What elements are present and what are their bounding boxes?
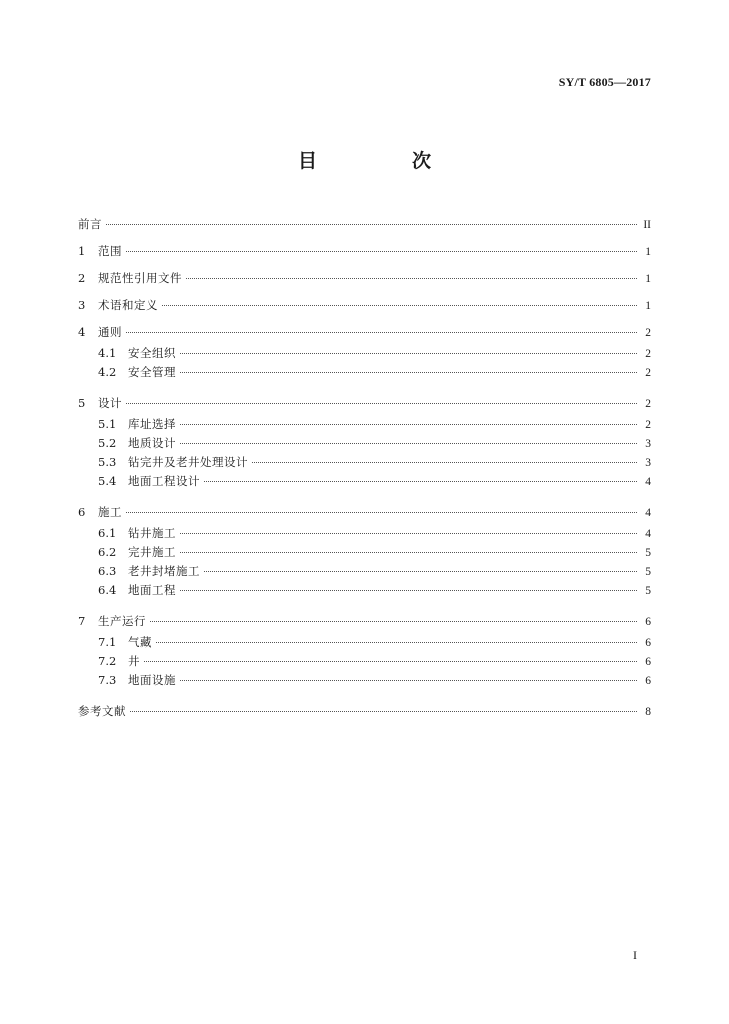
toc-entry-page: 2 [645, 348, 651, 360]
toc-entry-page: 4 [645, 507, 651, 519]
toc-spacer [78, 600, 651, 606]
toc-entry-label: 术语和定义 [98, 298, 158, 312]
toc-entry-number: 5.3 [98, 455, 117, 469]
toc-entry-page: 5 [645, 566, 651, 578]
toc-leader-dots [180, 353, 637, 354]
toc-entry-label: 钻完井及老井处理设计 [128, 455, 248, 469]
toc-leader-dots [204, 481, 637, 482]
toc-entry-page: 5 [645, 547, 651, 559]
table-of-contents [78, 213, 651, 723]
toc-entry-page: 2 [645, 367, 651, 379]
toc-leader-dots [126, 512, 637, 513]
toc-entry[interactable] [78, 501, 651, 524]
toc-entry-page: 1 [645, 246, 651, 258]
toc-entry-page: 2 [645, 327, 651, 339]
toc-entry[interactable] [78, 321, 651, 344]
toc-entry-label: 前言 [78, 217, 102, 231]
toc-leader-dots [180, 443, 637, 444]
toc-entry[interactable] [78, 700, 651, 723]
toc-leader-dots [252, 462, 637, 463]
toc-leader-dots [126, 332, 637, 333]
toc-entry[interactable] [78, 240, 651, 263]
toc-leader-dots [180, 590, 637, 591]
toc-leader-dots [204, 571, 637, 572]
toc-entry-label: 钻井施工 [128, 526, 176, 540]
toc-subentry[interactable] [78, 415, 651, 434]
toc-entry[interactable] [78, 392, 651, 415]
toc-entry-number: 6.2 [98, 545, 117, 559]
toc-leader-dots [180, 552, 637, 553]
toc-entry-page: 2 [645, 398, 651, 410]
toc-entry-number: 5.4 [98, 474, 117, 488]
toc-entry-page: 5 [645, 585, 651, 597]
toc-entry-label: 地面设施 [128, 673, 176, 687]
page-title: 目 次 [297, 150, 469, 172]
toc-spacer [78, 690, 651, 696]
toc-entry-page: 1 [645, 273, 651, 285]
toc-entry-label: 气藏 [128, 635, 152, 649]
toc-entry-number: 4 [78, 325, 86, 339]
toc-spacer [78, 491, 651, 497]
toc-entry-label: 通则 [98, 325, 122, 339]
toc-entry-page: 3 [645, 438, 651, 450]
toc-entry[interactable] [78, 267, 651, 290]
toc-subentry[interactable] [78, 543, 651, 562]
toc-subentry[interactable] [78, 652, 651, 671]
toc-entry-label: 地面工程 [128, 583, 176, 597]
toc-spacer [78, 382, 651, 388]
toc-entry-number: 7 [78, 614, 86, 628]
toc-subentry[interactable] [78, 363, 651, 382]
toc-entry-number: 7.3 [98, 673, 117, 687]
toc-entry-page: 2 [645, 419, 651, 431]
toc-entry-page: 6 [645, 616, 651, 628]
toc-leader-dots [106, 224, 637, 225]
toc-leader-dots [126, 403, 637, 404]
toc-entry-label: 库址选择 [128, 417, 176, 431]
toc-entry-number: 7.1 [98, 635, 117, 649]
page-number: I [633, 948, 637, 962]
toc-leader-dots [180, 533, 637, 534]
toc-entry-number: 3 [78, 298, 86, 312]
toc-entry[interactable] [78, 294, 651, 317]
toc-entry-label: 安全管理 [128, 365, 176, 379]
toc-subentry[interactable] [78, 434, 651, 453]
toc-leader-dots [180, 424, 637, 425]
toc-entry-label: 施工 [98, 505, 122, 519]
toc-entry[interactable] [78, 213, 651, 236]
toc-entry-label: 参考文献 [78, 704, 126, 718]
toc-entry-label: 范围 [98, 244, 122, 258]
toc-entry-label: 井 [128, 654, 140, 668]
toc-entry-number: 2 [78, 271, 86, 285]
toc-entry-page: 6 [645, 656, 651, 668]
toc-entry-number: 1 [78, 244, 86, 258]
toc-entry-label: 老井封堵施工 [128, 564, 200, 578]
toc-leader-dots [150, 621, 637, 622]
toc-entry-number: 4.1 [98, 346, 117, 360]
toc-entry-page: II [643, 219, 651, 231]
toc-leader-dots [162, 305, 637, 306]
toc-entry-page: 6 [645, 675, 651, 687]
toc-entry-page: 8 [645, 706, 651, 718]
toc-subentry[interactable] [78, 671, 651, 690]
toc-entry-label: 生产运行 [98, 614, 146, 628]
toc-entry-number: 4.2 [98, 365, 117, 379]
toc-entry-page: 4 [645, 528, 651, 540]
toc-entry-number: 6.4 [98, 583, 117, 597]
standard-code: SY/T 6805—2017 [558, 75, 651, 89]
toc-subentry[interactable] [78, 524, 651, 543]
toc-entry-label: 完井施工 [128, 545, 176, 559]
toc-entry-page: 4 [645, 476, 651, 488]
toc-subentry[interactable] [78, 633, 651, 652]
toc-entry-number: 7.2 [98, 654, 117, 668]
toc-entry-number: 5.1 [98, 417, 117, 431]
toc-subentry[interactable] [78, 344, 651, 363]
toc-entry-number: 6.1 [98, 526, 117, 540]
toc-leader-dots [186, 278, 637, 279]
toc-leader-dots [126, 251, 637, 252]
toc-entry-number: 6.3 [98, 564, 117, 578]
toc-subentry[interactable] [78, 453, 651, 472]
toc-leader-dots [180, 680, 637, 681]
toc-entry[interactable] [78, 610, 651, 633]
toc-entry-label: 地面工程设计 [128, 474, 200, 488]
toc-entry-number: 6 [78, 505, 86, 519]
toc-entry-label: 设计 [98, 396, 122, 410]
toc-leader-dots [130, 711, 637, 712]
toc-leader-dots [144, 661, 637, 662]
toc-subentry[interactable] [78, 581, 651, 600]
toc-leader-dots [156, 642, 637, 643]
toc-subentry[interactable] [78, 472, 651, 491]
toc-leader-dots [180, 372, 637, 373]
toc-entry-page: 6 [645, 637, 651, 649]
toc-entry-label: 安全组织 [128, 346, 176, 360]
toc-entry-page: 1 [645, 300, 651, 312]
toc-entry-label: 规范性引用文件 [98, 271, 182, 285]
toc-entry-number: 5.2 [98, 436, 117, 450]
toc-subentry[interactable] [78, 562, 651, 581]
toc-entry-page: 3 [645, 457, 651, 469]
toc-entry-number: 5 [78, 396, 86, 410]
toc-entry-label: 地质设计 [128, 436, 176, 450]
